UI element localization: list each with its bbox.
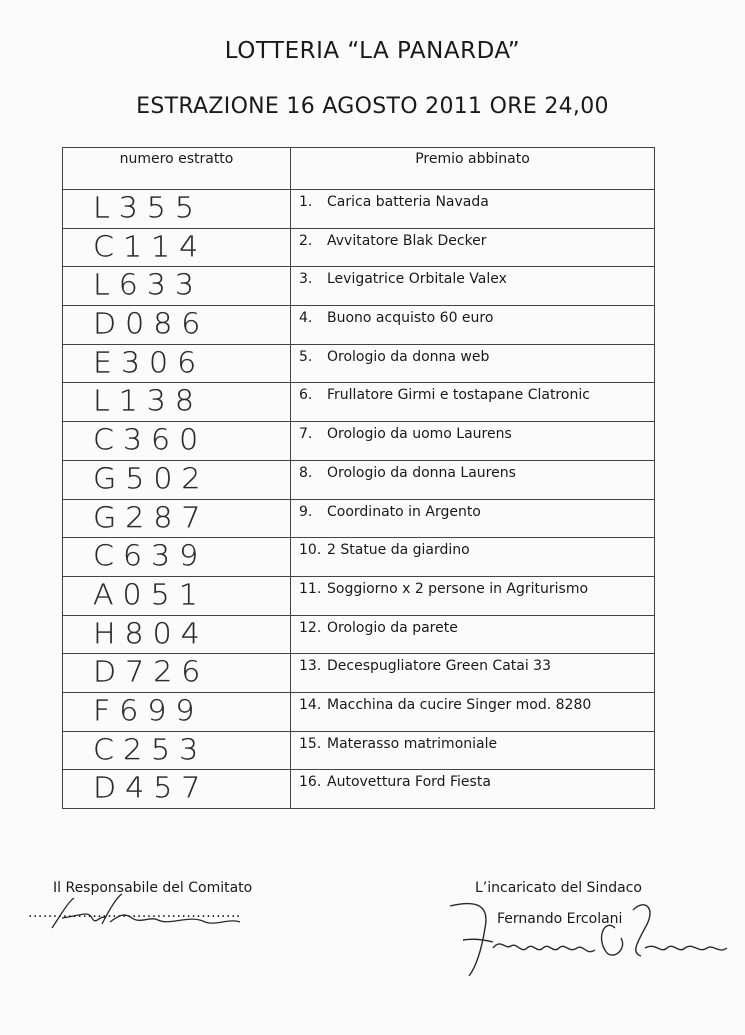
prize-cell	[291, 267, 655, 306]
prize-cell	[291, 770, 655, 809]
table-row	[63, 460, 655, 499]
prize-number: 13.	[299, 658, 322, 675]
prize-name: Buono acquisto 60 euro	[327, 310, 494, 327]
table-row	[63, 267, 655, 306]
header-premio-abbinato: Premio abbinato	[291, 148, 655, 190]
committee-signature	[40, 888, 250, 938]
drawn-number: C114	[93, 230, 208, 264]
prize-number: 4.	[299, 310, 313, 327]
drawn-number: C639	[93, 540, 208, 574]
prize-number: 9.	[299, 503, 313, 520]
prize-name: Orologio da donna web	[327, 348, 490, 365]
prize-cell	[291, 654, 655, 693]
drawn-number-cell	[63, 615, 291, 654]
drawn-number-cell	[63, 422, 291, 461]
committee-signature-label: Il Responsabile del Comitato	[53, 880, 253, 896]
prize-number: 11.	[299, 580, 322, 597]
table-row	[63, 770, 655, 809]
drawn-number-cell	[63, 770, 291, 809]
prize-name: Orologio da donna Laurens	[327, 464, 516, 481]
table-row	[63, 190, 655, 229]
prize-number: 15.	[299, 735, 322, 752]
table-row	[63, 731, 655, 770]
table-row	[63, 499, 655, 538]
prize-name: Carica batteria Navada	[327, 194, 489, 210]
prize-name: Autovettura Ford Fiesta	[327, 774, 491, 791]
document-subtitle: ESTRAZIONE 16 AGOSTO 2011 ORE 24,00	[136, 94, 609, 119]
document-title: LOTTERIA “LA PANARDA”	[224, 38, 521, 64]
prize-cell	[291, 460, 655, 499]
drawn-number-cell	[63, 344, 291, 383]
drawn-number: D086	[93, 307, 210, 342]
prize-cell	[291, 228, 655, 267]
committee-signature-line: ...........................................	[28, 905, 241, 921]
prize-number: 3.	[299, 271, 313, 288]
prize-cell	[291, 383, 655, 422]
drawn-number-cell	[63, 731, 291, 770]
drawn-number-cell	[63, 383, 291, 422]
prize-cell	[291, 499, 655, 538]
drawn-number-cell	[63, 576, 291, 615]
prize-number: 14.	[299, 696, 322, 713]
prize-name: Frullatore Girmi e tostapane Clatronic	[327, 387, 590, 404]
prize-cell	[291, 576, 655, 615]
prize-number: 5.	[299, 348, 313, 365]
header-numero-estratto: numero estratto	[63, 148, 291, 190]
table-row	[63, 383, 655, 422]
prize-name: Macchina da cucire Singer mod. 8280	[327, 696, 592, 713]
prize-cell	[291, 538, 655, 577]
table-row	[63, 615, 655, 654]
table-row	[63, 344, 655, 383]
table-row	[63, 306, 655, 345]
table-row	[63, 654, 655, 693]
drawn-number: G287	[93, 501, 210, 535]
prize-cell	[291, 422, 655, 461]
drawn-number: D457	[93, 772, 210, 806]
drawn-number: H804	[93, 617, 209, 651]
drawn-number-cell	[63, 692, 291, 731]
prize-cell	[291, 692, 655, 731]
prize-name: Decespugliatore Green Catai 33	[327, 658, 551, 675]
prize-cell	[291, 615, 655, 654]
prize-name: Avvitatore Blak Decker	[327, 232, 487, 249]
mayor-delegate-name: Fernando Ercolani	[497, 911, 623, 927]
drawn-number: F699	[93, 694, 204, 729]
drawn-number-cell	[63, 499, 291, 538]
prize-name: Materasso matrimoniale	[327, 735, 498, 752]
mayor-delegate-signature	[445, 898, 735, 983]
table-row	[63, 576, 655, 615]
prize-number: 7.	[299, 426, 313, 443]
prize-name: Levigatrice Orbitale Valex	[327, 271, 507, 288]
prize-number: 1.	[299, 194, 313, 210]
prize-number: 16.	[299, 774, 322, 791]
drawn-number: L138	[93, 385, 203, 419]
drawn-number-cell	[63, 228, 291, 267]
table-row	[63, 692, 655, 731]
table-row	[63, 228, 655, 267]
prize-name: Soggiorno x 2 persone in Agriturismo	[327, 580, 589, 597]
drawn-number-cell	[63, 538, 291, 577]
drawn-number: L355	[93, 191, 203, 226]
prize-cell	[291, 306, 655, 345]
prize-number: 10.	[299, 542, 322, 559]
results-table	[62, 147, 655, 809]
prize-number: 2.	[299, 232, 313, 249]
table-row	[63, 538, 655, 577]
table-header-row	[63, 148, 655, 190]
prize-number: 12.	[299, 619, 322, 636]
mayor-delegate-label: L’incaricato del Sindaco	[475, 880, 642, 896]
drawn-number-cell	[63, 654, 291, 693]
drawn-number: C253	[93, 733, 208, 767]
drawn-number-cell	[63, 460, 291, 499]
drawn-number-cell	[63, 267, 291, 306]
prize-name: 2 Statue da giardino	[327, 542, 470, 559]
prize-cell	[291, 190, 655, 229]
prize-cell	[291, 344, 655, 383]
drawn-number-cell	[63, 190, 291, 229]
table-row	[63, 422, 655, 461]
drawn-number: L633	[93, 269, 203, 303]
prize-name: Coordinato in Argento	[327, 503, 481, 520]
drawn-number: G502	[93, 462, 210, 496]
drawn-number: A051	[93, 578, 207, 612]
prize-name: Orologio da parete	[327, 619, 458, 636]
prize-cell	[291, 731, 655, 770]
prize-name: Orologio da uomo Laurens	[327, 426, 512, 443]
drawn-number: E306	[93, 346, 206, 380]
drawn-number-cell	[63, 306, 291, 345]
drawn-number: D726	[93, 656, 210, 690]
drawn-number: C360	[93, 424, 208, 458]
prize-number: 6.	[299, 387, 313, 404]
prize-number: 8.	[299, 464, 313, 481]
